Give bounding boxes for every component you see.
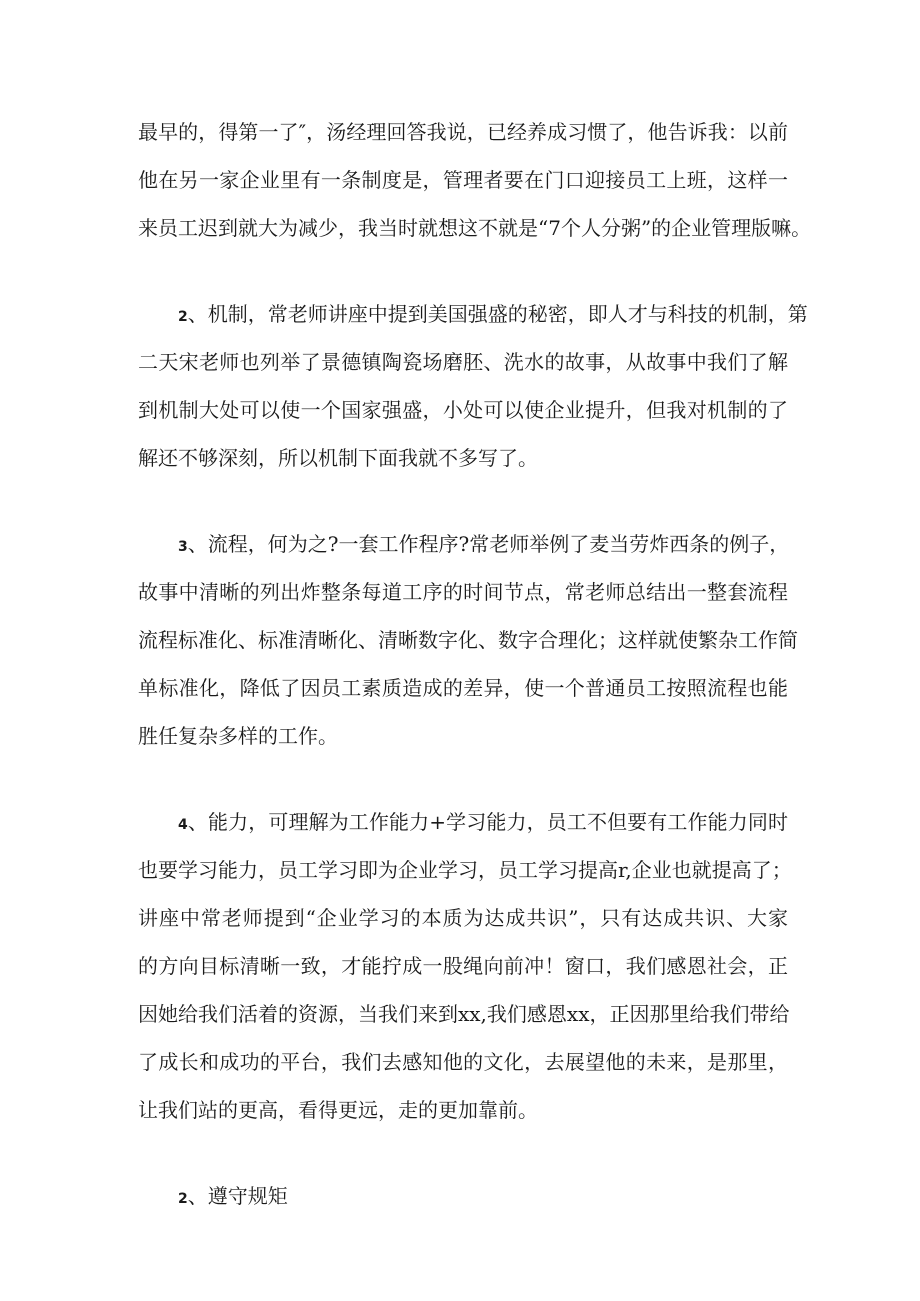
text-line <box>138 798 788 846</box>
document-body <box>138 108 812 1258</box>
text-line: 故事中清晰的列出炸整条每道工序的时间节点，常老师总结出一整套流程 <box>138 580 788 604</box>
text-segment: 、流程，何为之?一套工作程序?常老师举例了麦当劳炸西条的例子， <box>187 532 790 556</box>
text-line: 解还不够深刻，所以机制下面我就不多写了。 <box>138 446 538 470</box>
text-segment: 、能力，可理解为工作能力+学习能力，员工不但要有工作能力同时 <box>187 810 788 834</box>
text-line: 他在另一家企业里有一条制度是，管理者要在门口迎接员工上班，这样一 <box>138 168 788 192</box>
paragraph-4-ability <box>138 798 792 1134</box>
text-line: 来员工迟到就大为减少，我当时就想这不就是“7个人分粥”的企业管理版嘛。 <box>138 216 812 240</box>
text-line: 的方向目标清晰一致，才能拧成一股绳向前冲！窗口，我们感恩社会，正 <box>138 954 788 978</box>
item-number: 2 <box>178 309 188 325</box>
text-line: 让我们站的更高，看得更远，走的更加靠前。 <box>138 1098 538 1122</box>
text-line <box>138 520 788 568</box>
text-line: 因她给我们活着的资源，当我们来到xx,我们感恩xx，正因那里给我们带给 <box>138 1002 790 1026</box>
item-number: 2 <box>178 1191 188 1207</box>
text-line: 了成长和成功的平台，我们去感知他的文化，去展望他的未来，是那里， <box>138 1050 788 1074</box>
section-heading-follow-rules <box>138 1172 788 1220</box>
text-line <box>138 290 808 338</box>
text-line: 流程标准化、标准清晰化、清晰数字化、数字合理化；这样就使繁杂工作简 <box>138 628 798 652</box>
text-line: 二天宋老师也列举了景德镇陶瓷场磨胚、洗水的故事，从故事中我们了解 <box>138 350 788 374</box>
text-line <box>138 1172 788 1220</box>
text-line: 到机制大处可以使一个国家强盛，小处可以使企业提升，但我对机制的了 <box>138 398 788 422</box>
heading-text: 、遵守规矩 <box>187 1184 288 1208</box>
text-line: 胜任复杂多样的工作。 <box>138 724 338 748</box>
paragraph-3-process <box>138 520 798 760</box>
text-segment: 、机制，常老师讲座中提到美国强盛的秘密，即人才与科技的机制，第 <box>187 302 808 326</box>
item-number: 3 <box>178 539 188 555</box>
text-line: 也要学习能力，员工学习即为企业学习，员工学习提高r,企业也就提高了； <box>138 858 792 882</box>
text-line: 单标准化，降低了因员工素质造成的差异，使一个普通员工按照流程也能 <box>138 676 788 700</box>
text-line: 最早的，得第一了″，汤经理回答我说，已经养成习惯了，他告诉我：以前 <box>138 120 788 144</box>
text-line: 讲座中常老师提到“企业学习的本质为达成共识”，只有达成共识、大家 <box>138 906 788 930</box>
paragraph-2-mechanism <box>138 290 808 482</box>
item-number: 4 <box>178 817 188 833</box>
paragraph-1 <box>138 108 812 252</box>
